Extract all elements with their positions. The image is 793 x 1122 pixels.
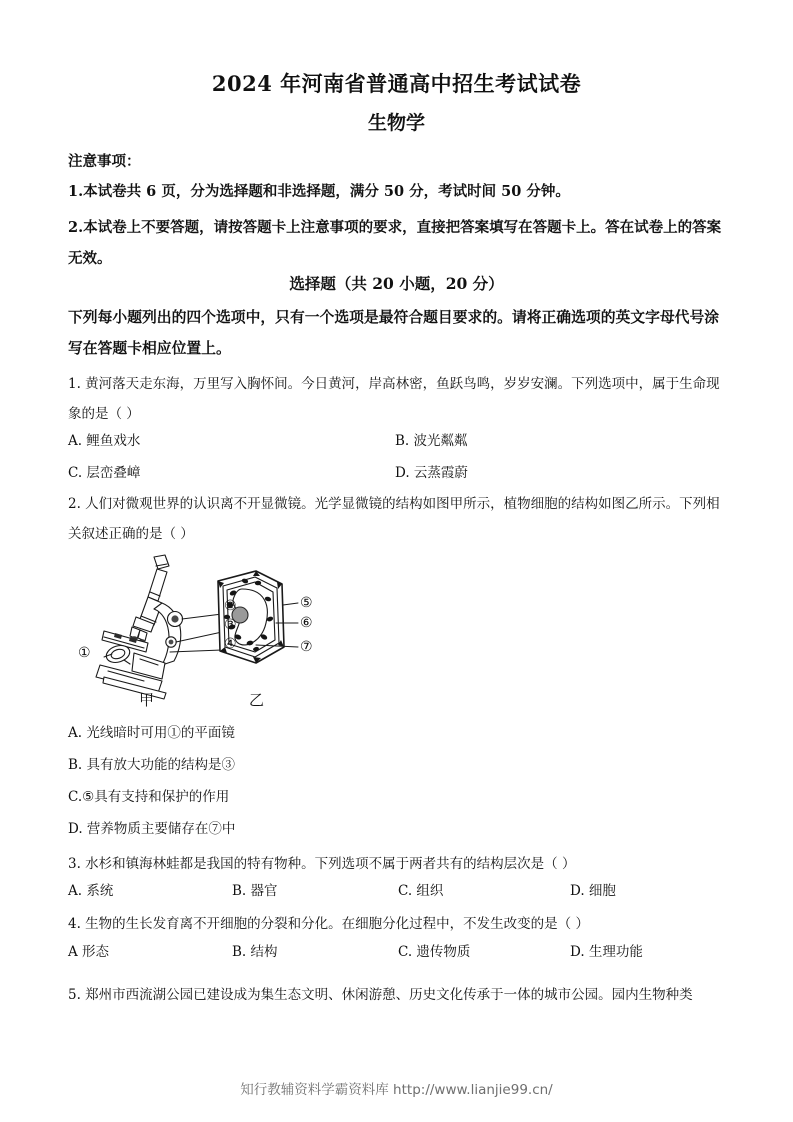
section-title: 选择题（共 20 小题，20 分） — [289, 274, 504, 293]
question-2-figure — [70, 553, 330, 703]
figure-label-6: ⑥ — [300, 615, 313, 631]
question-4-option-b[interactable]: B. 结构 — [232, 944, 278, 960]
question-4-option-c[interactable]: C. 遗传物质 — [398, 944, 471, 960]
figure-caption-jia: 甲 — [139, 691, 155, 709]
question-1-option-a[interactable]: A. 鲤鱼戏水 — [68, 433, 141, 449]
question-1-option-b[interactable]: B. 波光粼粼 — [395, 433, 468, 449]
question-3-option-b[interactable]: B. 器官 — [232, 883, 278, 899]
question-2-option-d[interactable]: D. 营养物质主要储存在⑦中 — [68, 821, 236, 837]
question-3-option-c[interactable]: C. 组织 — [398, 883, 444, 899]
footer-watermark: 知行教辅资料学霸资料库 http://www.lianjie99.cn/ — [240, 1082, 553, 1098]
question-2-option-b[interactable]: B. 具有放大功能的结构是③ — [68, 757, 236, 773]
question-2-option-a[interactable]: A. 光线暗时可用①的平面镜 — [68, 725, 235, 741]
question-4-option-a[interactable]: A 形态 — [68, 944, 110, 960]
figure-caption-yi: 乙 — [249, 691, 265, 709]
page-title: 2024 年河南省普通高中招生考试试卷 — [211, 71, 582, 96]
microscope-and-cell-diagram — [70, 553, 330, 703]
subject-title: 生物学 — [367, 112, 425, 134]
question-2-option-c[interactable]: C.⑤具有支持和保护的作用 — [68, 789, 230, 805]
figure-label-5: ⑤ — [300, 595, 313, 611]
question-3-stem: 3. 水杉和镇海林蛙都是我国的特有物种。下列选项不属于两者共有的结构层次是（ ） — [68, 856, 576, 872]
question-5-stem: 5. 郑州市西流湖公园已建设成为集生态文明、休闲游憩、历史文化传承于一体的城市公园。园内生物种类 — [68, 987, 693, 1003]
notice-item-2: 2.本试卷上不要答题，请按答题卡上注意事项的要求，直接把答案填写在答题卡上。答在试卷上的答案无效。 — [68, 219, 722, 267]
eyepiece-icon — [148, 555, 169, 601]
coarse-adjustment-knob-icon — [168, 612, 183, 627]
figure-label-3: ③ — [224, 617, 237, 633]
question-1-option-c[interactable]: C. 层峦叠嶂 — [68, 465, 141, 481]
figure-label-2: ② — [224, 598, 237, 614]
figure-label-1: ① — [78, 645, 91, 661]
question-4-stem: 4. 生物的生长发育离不开细胞的分裂和分化。在细胞分化过程中，不发生改变的是（ ） — [68, 916, 589, 932]
question-1-stem: 1. 黄河落天走东海，万里写入胸怀间。今日黄河，岸高林密，鱼跃鸟鸣，岁岁安澜。下列选项中，属于生命现象的是（ ） — [68, 376, 720, 422]
notice-heading: 注意事项： — [68, 153, 141, 170]
notice-item-1: 1.本试卷共 6 页，分为选择题和非选择题，满分 50 分，考试时间 50 分钟。 — [68, 183, 570, 200]
figure-label-4: ④ — [224, 636, 237, 652]
question-4-option-d[interactable]: D. 生理功能 — [570, 944, 643, 960]
fine-adjustment-knob-icon — [166, 637, 176, 647]
question-2-stem: 2. 人们对微观世界的认识离不开显微镜。光学显微镜的结构如图甲所示，植物细胞的结构如图乙所示。下列相关叙述正确的是（ ） — [68, 496, 720, 542]
question-3-option-d[interactable]: D. 细胞 — [570, 883, 616, 899]
question-3-option-a[interactable]: A. 系统 — [68, 883, 114, 899]
figure-label-7: ⑦ — [300, 639, 313, 655]
question-1-option-d[interactable]: D. 云蒸霞蔚 — [395, 465, 468, 481]
section-instruction: 下列每小题列出的四个选项中，只有一个选项是最符合题目要求的。请将正确选项的英文字母代号涂写在答题卡相应位置上。 — [68, 309, 720, 357]
